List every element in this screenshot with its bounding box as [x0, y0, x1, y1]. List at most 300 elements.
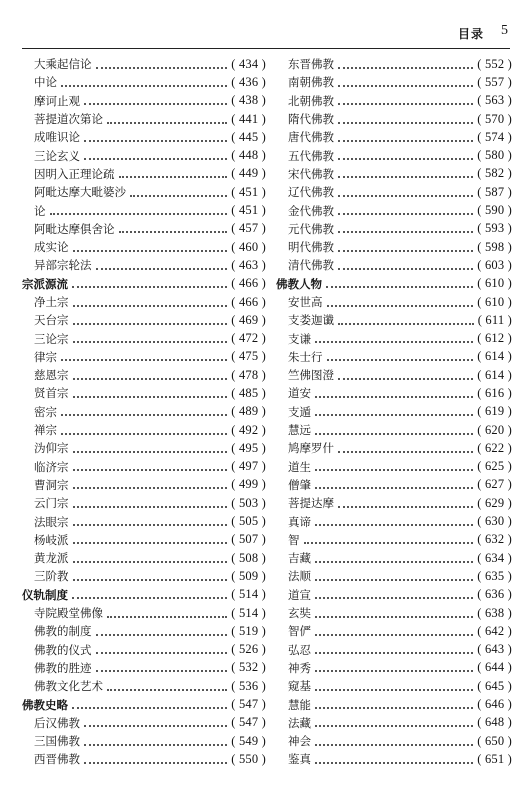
toc-entry[interactable] — [276, 476, 512, 494]
toc-entry-page: ( 550 ) — [231, 751, 266, 766]
toc-entry[interactable] — [22, 73, 266, 91]
toc-entry-page: ( 499 ) — [231, 477, 266, 492]
dot-leader — [327, 304, 474, 307]
toc-entry-title: 法顺 — [288, 569, 311, 584]
toc-entry-page: ( 469 ) — [231, 312, 266, 327]
toc-entry-page: ( 619 ) — [477, 404, 512, 419]
toc-entry-page: ( 625 ) — [477, 459, 512, 474]
toc-entry-page: ( 526 ) — [231, 642, 266, 657]
toc-entry-title: 宗派源流 — [22, 276, 68, 291]
toc-entry-title: 支遁 — [288, 404, 311, 419]
toc-entry[interactable] — [22, 567, 266, 585]
toc-left-column — [22, 55, 266, 769]
toc-entry-title: 道宣 — [288, 587, 311, 602]
dot-leader — [73, 450, 228, 453]
toc-entry[interactable] — [276, 586, 512, 604]
toc-entry[interactable] — [22, 55, 266, 73]
toc-entry-page: ( 514 ) — [231, 605, 266, 620]
toc-entry[interactable] — [276, 293, 512, 311]
toc-entry-title: 阿毗达摩俱舍论 — [34, 221, 115, 236]
toc-entry[interactable] — [276, 531, 512, 549]
toc-entry-page: ( 436 ) — [231, 74, 266, 89]
toc-entry-title: 大乘起信论 — [34, 57, 92, 72]
dot-leader — [315, 523, 473, 526]
toc-entry[interactable] — [276, 494, 512, 512]
toc-entry-page: ( 590 ) — [477, 203, 512, 218]
dot-leader — [338, 121, 473, 124]
toc-entry-page: ( 598 ) — [477, 239, 512, 254]
dot-leader — [315, 615, 473, 618]
toc-entry[interactable] — [22, 531, 266, 549]
dot-leader — [338, 175, 473, 178]
toc-entry-page: ( 536 ) — [231, 678, 266, 693]
toc-entry-page: ( 466 ) — [231, 294, 266, 309]
toc-entry-title: 禅宗 — [34, 423, 57, 438]
toc-entry[interactable] — [276, 165, 512, 183]
toc-entry-title: 佛教人物 — [276, 276, 322, 291]
dot-leader — [315, 340, 473, 343]
toc-entry-title: 南朝佛教 — [288, 75, 334, 90]
toc-entry-page: ( 582 ) — [477, 166, 512, 181]
toc-entry-title: 真谛 — [288, 514, 311, 529]
toc-entry[interactable] — [22, 732, 266, 750]
toc-entry[interactable] — [22, 256, 266, 274]
toc-entry-title: 佛教的胜迹 — [34, 660, 92, 675]
toc-entry-page: ( 644 ) — [477, 660, 512, 675]
toc-entry[interactable] — [276, 201, 512, 219]
toc-entry-title: 西晋佛教 — [34, 752, 80, 767]
dot-leader — [315, 724, 473, 727]
toc-entry[interactable] — [276, 183, 512, 201]
dot-leader — [73, 505, 228, 508]
dot-leader — [84, 724, 227, 727]
toc-entry-page: ( 441 ) — [231, 111, 266, 126]
dot-leader — [338, 157, 473, 160]
dot-leader — [338, 66, 473, 69]
toc-entry-page: ( 505 ) — [231, 514, 266, 529]
dot-leader — [315, 688, 473, 691]
dot-leader — [315, 633, 473, 636]
dot-leader — [73, 377, 228, 380]
toc-entry[interactable] — [22, 329, 266, 347]
dot-leader — [73, 541, 228, 544]
toc-entry-title: 菩提道次第论 — [34, 112, 103, 127]
toc-entry[interactable] — [276, 641, 512, 659]
dot-leader — [84, 102, 227, 105]
toc-entry-title: 法藏 — [288, 715, 311, 730]
dot-leader — [315, 395, 473, 398]
dot-leader — [327, 358, 474, 361]
toc-entry-title: 论 — [34, 203, 46, 218]
toc-entry[interactable] — [276, 732, 512, 750]
header-page-number: 5 — [501, 23, 508, 38]
toc-entry-title: 智 — [288, 532, 300, 547]
toc-entry-page: ( 472 ) — [231, 331, 266, 346]
toc-entry[interactable] — [276, 348, 512, 366]
toc-entry-page: ( 570 ) — [477, 111, 512, 126]
dot-leader — [73, 304, 228, 307]
toc-entry-page: ( 497 ) — [231, 459, 266, 474]
toc-entry-title: 菩提达摩 — [288, 496, 334, 511]
toc-entry-title: 金代佛教 — [288, 203, 334, 218]
dot-leader — [107, 121, 227, 124]
toc-entry[interactable] — [276, 403, 512, 421]
dot-leader — [72, 285, 227, 288]
dot-leader — [338, 505, 473, 508]
toc-entry[interactable] — [276, 567, 512, 585]
toc-entry[interactable] — [276, 677, 512, 695]
toc-entry-page: ( 632 ) — [477, 532, 512, 547]
toc-entry-title: 安世高 — [288, 295, 323, 309]
toc-entry-page: ( 611 ) — [477, 312, 512, 327]
toc-entry-title: 僧肇 — [288, 477, 311, 492]
toc-entry[interactable] — [276, 421, 512, 439]
dot-leader — [119, 230, 228, 233]
toc-entry[interactable] — [276, 622, 512, 640]
dot-leader — [338, 84, 473, 87]
toc-entry[interactable] — [22, 183, 266, 201]
dot-leader — [338, 102, 473, 105]
toc-entry-title: 黄龙派 — [34, 551, 69, 566]
dot-leader — [84, 157, 227, 160]
dot-leader — [72, 596, 227, 599]
dot-leader — [73, 560, 228, 563]
toc-entry-page: ( 636 ) — [477, 587, 512, 602]
toc-entry-page: ( 448 ) — [231, 148, 266, 163]
toc-entry[interactable] — [276, 695, 512, 713]
toc-entry[interactable] — [276, 220, 512, 238]
toc-entry-page: ( 612 ) — [477, 331, 512, 346]
toc-entry-title: 明代佛教 — [288, 240, 334, 255]
toc-entry-title: 慈恩宗 — [34, 368, 69, 383]
toc-entry[interactable] — [22, 714, 266, 732]
toc-entry[interactable] — [276, 549, 512, 567]
toc-entry-page: ( 478 ) — [231, 367, 266, 382]
dot-leader — [338, 230, 473, 233]
toc-section-heading[interactable] — [276, 275, 512, 293]
toc-entry-title: 佛教的制度 — [34, 624, 92, 639]
toc-entry-page: ( 622 ) — [477, 440, 512, 455]
toc-entry-page: ( 466 ) — [231, 276, 266, 291]
toc-entry-title: 三论玄义 — [34, 148, 80, 163]
toc-section-heading[interactable] — [22, 695, 266, 713]
toc-entry-title: 云门宗 — [34, 496, 69, 511]
toc-entry-page: ( 648 ) — [477, 715, 512, 730]
dot-leader — [315, 486, 473, 489]
dot-leader — [73, 249, 228, 252]
toc-entry-title: 道生 — [288, 459, 311, 474]
dot-leader — [338, 194, 473, 197]
dot-leader — [61, 84, 227, 87]
toc-entry-title: 鸠摩罗什 — [288, 441, 334, 456]
toc-entry[interactable] — [276, 329, 512, 347]
toc-entry-title: 后汉佛教 — [34, 715, 80, 730]
toc-entry-page: ( 593 ) — [477, 221, 512, 236]
toc-entry[interactable] — [276, 714, 512, 732]
toc-entry-title: 寺院殿堂佛像 — [34, 606, 103, 621]
toc-entry[interactable] — [276, 750, 512, 768]
toc-entry-title: 异部宗轮法 — [34, 258, 92, 273]
toc-entry[interactable] — [22, 238, 266, 256]
dot-leader — [73, 340, 228, 343]
toc-entry[interactable] — [22, 476, 266, 494]
toc-entry[interactable] — [22, 622, 266, 640]
dot-leader — [61, 358, 227, 361]
toc-entry-page: ( 445 ) — [231, 129, 266, 144]
toc-entry-page: ( 651 ) — [477, 751, 512, 766]
toc-entry[interactable] — [22, 220, 266, 238]
toc-entry-title: 窥基 — [288, 679, 311, 694]
toc-entry[interactable] — [22, 458, 266, 476]
toc-entry-page: ( 495 ) — [231, 440, 266, 455]
toc-entry[interactable] — [22, 659, 266, 677]
dot-leader — [326, 285, 473, 288]
toc-entry[interactable] — [276, 55, 512, 73]
toc-entry-title: 阿毗达摩大毗婆沙 — [34, 185, 126, 200]
toc-entry-title: 辽代佛教 — [288, 185, 334, 200]
toc-entry-page: ( 514 ) — [231, 587, 266, 602]
toc-entry[interactable] — [22, 750, 266, 768]
toc-entry-title: 三国佛教 — [34, 734, 80, 749]
dot-leader — [73, 578, 228, 581]
dot-leader — [315, 578, 473, 581]
toc-entry-title: 仪轨制度 — [22, 587, 68, 602]
toc-entry[interactable] — [276, 110, 512, 128]
toc-entry-title: 支谦 — [288, 331, 311, 346]
dot-leader — [96, 633, 228, 636]
toc-entry-title: 沩仰宗 — [34, 441, 69, 456]
toc-entry[interactable] — [22, 549, 266, 567]
toc-entry-page: ( 643 ) — [477, 642, 512, 657]
toc-entry[interactable] — [22, 384, 266, 402]
toc-entry-title: 慧能 — [288, 697, 311, 712]
toc-entry[interactable] — [276, 256, 512, 274]
toc-entry-title: 法眼宗 — [34, 514, 69, 529]
toc-entry[interactable] — [276, 439, 512, 457]
toc-entry[interactable] — [22, 421, 266, 439]
toc-entry-title: 支娄迦谶 — [288, 313, 334, 328]
toc-entry[interactable] — [22, 146, 266, 164]
toc-entry-title: 贤首宗 — [34, 386, 69, 401]
toc-entry[interactable] — [22, 293, 266, 311]
toc-entry-page: ( 489 ) — [231, 404, 266, 419]
toc-entry-page: ( 451 ) — [231, 203, 266, 218]
toc-entry-title: 鉴真 — [288, 752, 311, 767]
toc-entry-title: 五代佛教 — [288, 148, 334, 163]
toc-entry-page: ( 509 ) — [231, 568, 266, 583]
toc-entry-title: 佛教史略 — [22, 697, 68, 712]
toc-entry-page: ( 463 ) — [231, 257, 266, 272]
dot-leader — [119, 175, 228, 178]
toc-entry-page: ( 557 ) — [477, 74, 512, 89]
toc-entry-page: ( 451 ) — [231, 184, 266, 199]
toc-entry-page: ( 503 ) — [231, 495, 266, 510]
header-title: 目录 — [457, 27, 484, 41]
toc-entry-page: ( 475 ) — [231, 349, 266, 364]
toc-entry[interactable] — [22, 165, 266, 183]
dot-leader — [315, 669, 473, 672]
toc-entry[interactable] — [22, 494, 266, 512]
dot-leader — [50, 212, 228, 215]
toc-entry-title: 清代佛教 — [288, 258, 334, 273]
dot-leader — [96, 267, 228, 270]
toc-entry-title: 隋代佛教 — [288, 112, 334, 127]
toc-entry[interactable] — [276, 604, 512, 622]
toc-entry-title: 北朝佛教 — [288, 93, 334, 108]
toc-entry[interactable] — [22, 366, 266, 384]
toc-entry-title: 慧远 — [288, 423, 311, 438]
toc-entry-title: 神秀 — [288, 660, 311, 675]
toc-entry-title: 净土宗 — [34, 295, 69, 309]
toc-entry-page: ( 549 ) — [231, 733, 266, 748]
toc-entry[interactable] — [22, 403, 266, 421]
dot-leader — [73, 395, 228, 398]
toc-entry[interactable] — [22, 92, 266, 110]
toc-entry-page: ( 642 ) — [477, 623, 512, 638]
toc-entry[interactable] — [22, 128, 266, 146]
toc-entry-title: 弘忍 — [288, 642, 311, 657]
toc-entry[interactable] — [276, 458, 512, 476]
dot-leader — [315, 596, 473, 599]
toc-entry-title: 三论宗 — [34, 331, 69, 346]
toc-entry-page: ( 614 ) — [477, 367, 512, 382]
toc-entry-title: 朱士行 — [288, 349, 323, 364]
toc-entry[interactable] — [22, 604, 266, 622]
toc-section-heading[interactable] — [22, 275, 266, 293]
dot-leader — [315, 651, 473, 654]
toc-entry[interactable] — [276, 146, 512, 164]
toc-entry[interactable] — [276, 384, 512, 402]
toc-entry[interactable] — [22, 641, 266, 659]
toc-entry-title: 成实论 — [34, 240, 69, 255]
dot-leader — [84, 139, 227, 142]
toc-right-column — [276, 55, 512, 769]
page-header — [22, 22, 510, 49]
toc-entry-page: ( 638 ) — [477, 605, 512, 620]
toc-entry-page: ( 645 ) — [477, 678, 512, 693]
toc-entry-title: 元代佛教 — [288, 221, 334, 236]
toc-entry-title: 佛教的仪式 — [34, 642, 92, 657]
toc-entry-title: 竺佛图澄 — [288, 368, 334, 383]
toc-entry[interactable] — [22, 348, 266, 366]
toc-section-heading[interactable] — [22, 586, 266, 604]
toc-entry-page: ( 563 ) — [477, 93, 512, 108]
dot-leader — [96, 651, 228, 654]
toc-entry[interactable] — [276, 92, 512, 110]
dot-leader — [315, 432, 473, 435]
dot-leader — [315, 706, 473, 709]
toc-entry-title: 成唯识论 — [34, 130, 80, 145]
dot-leader — [338, 377, 473, 380]
dot-leader — [338, 450, 473, 453]
toc-entry[interactable] — [22, 439, 266, 457]
toc-entry[interactable] — [276, 512, 512, 530]
toc-entry-title: 唐代佛教 — [288, 130, 334, 145]
dot-leader — [84, 761, 227, 764]
toc-entry-page: ( 507 ) — [231, 532, 266, 547]
toc-entry-page: ( 547 ) — [231, 715, 266, 730]
toc-entry-title: 中论 — [34, 75, 57, 90]
toc-entry[interactable] — [276, 73, 512, 91]
toc-entry[interactable] — [276, 659, 512, 677]
toc-entry[interactable] — [22, 677, 266, 695]
dot-leader — [315, 743, 473, 746]
toc-entry-title: 曹洞宗 — [34, 477, 69, 492]
toc-entry-title: 密宗 — [34, 404, 57, 419]
toc-entry[interactable] — [276, 128, 512, 146]
toc-entry-title: 临济宗 — [34, 459, 69, 474]
dot-leader — [73, 322, 228, 325]
toc-entry-page: ( 646 ) — [477, 697, 512, 712]
dot-leader — [304, 541, 474, 544]
toc-entry-title: 杨岐派 — [34, 532, 69, 547]
toc-entry-page: ( 634 ) — [477, 550, 512, 565]
toc-entry[interactable] — [276, 311, 512, 329]
dot-leader — [61, 413, 227, 416]
dot-leader — [338, 212, 473, 215]
toc-entry[interactable] — [22, 201, 266, 219]
toc-entry-page: ( 603 ) — [477, 257, 512, 272]
dot-leader — [73, 468, 228, 471]
dot-leader — [338, 267, 473, 270]
toc-entry[interactable] — [22, 311, 266, 329]
dot-leader — [315, 761, 473, 764]
dot-leader — [96, 66, 228, 69]
dot-leader — [338, 139, 473, 142]
dot-leader — [338, 322, 474, 325]
toc-entry-page: ( 627 ) — [477, 477, 512, 492]
toc-entry-page: ( 438 ) — [231, 93, 266, 108]
toc-entry-page: ( 449 ) — [231, 166, 266, 181]
dot-leader — [72, 706, 227, 709]
toc-entry-page: ( 629 ) — [477, 495, 512, 510]
toc-entry-title: 佛教文化艺术 — [34, 679, 103, 694]
toc-entry-title: 三阶教 — [34, 569, 69, 584]
dot-leader — [96, 669, 228, 672]
toc-entry[interactable] — [276, 238, 512, 256]
dot-leader — [107, 615, 227, 618]
dot-leader — [61, 432, 227, 435]
toc-entry[interactable] — [276, 366, 512, 384]
toc-entry-page: ( 457 ) — [231, 221, 266, 236]
toc-entry-page: ( 519 ) — [231, 623, 266, 638]
toc-entry-title: 智俨 — [288, 624, 311, 639]
toc-entry-page: ( 630 ) — [477, 514, 512, 529]
dot-leader — [338, 249, 473, 252]
toc-entry-page: ( 614 ) — [477, 349, 512, 364]
toc-entry-page: ( 485 ) — [231, 385, 266, 400]
toc-entry-page: ( 434 ) — [231, 56, 266, 71]
toc-entry-title: 律宗 — [34, 349, 57, 364]
toc-entry-page: ( 580 ) — [477, 148, 512, 163]
toc-entry-page: ( 460 ) — [231, 239, 266, 254]
dot-leader — [73, 486, 228, 489]
toc-entry-page: ( 610 ) — [477, 276, 512, 291]
toc-entry-title: 天台宗 — [34, 313, 69, 328]
dot-leader — [130, 194, 227, 197]
toc-entry-page: ( 532 ) — [231, 660, 266, 675]
toc-entry-title: 吉藏 — [288, 551, 311, 566]
toc-entry-title: 因明入正理论疏 — [34, 166, 115, 181]
toc-entry-title: 东晋佛教 — [288, 57, 334, 72]
dot-leader — [315, 468, 473, 471]
toc-entry[interactable] — [22, 110, 266, 128]
toc-entry-title: 道安 — [288, 386, 311, 401]
toc-entry[interactable] — [22, 512, 266, 530]
toc-entry-page: ( 616 ) — [477, 385, 512, 400]
dot-leader — [73, 523, 228, 526]
toc-entry-page: ( 547 ) — [231, 697, 266, 712]
